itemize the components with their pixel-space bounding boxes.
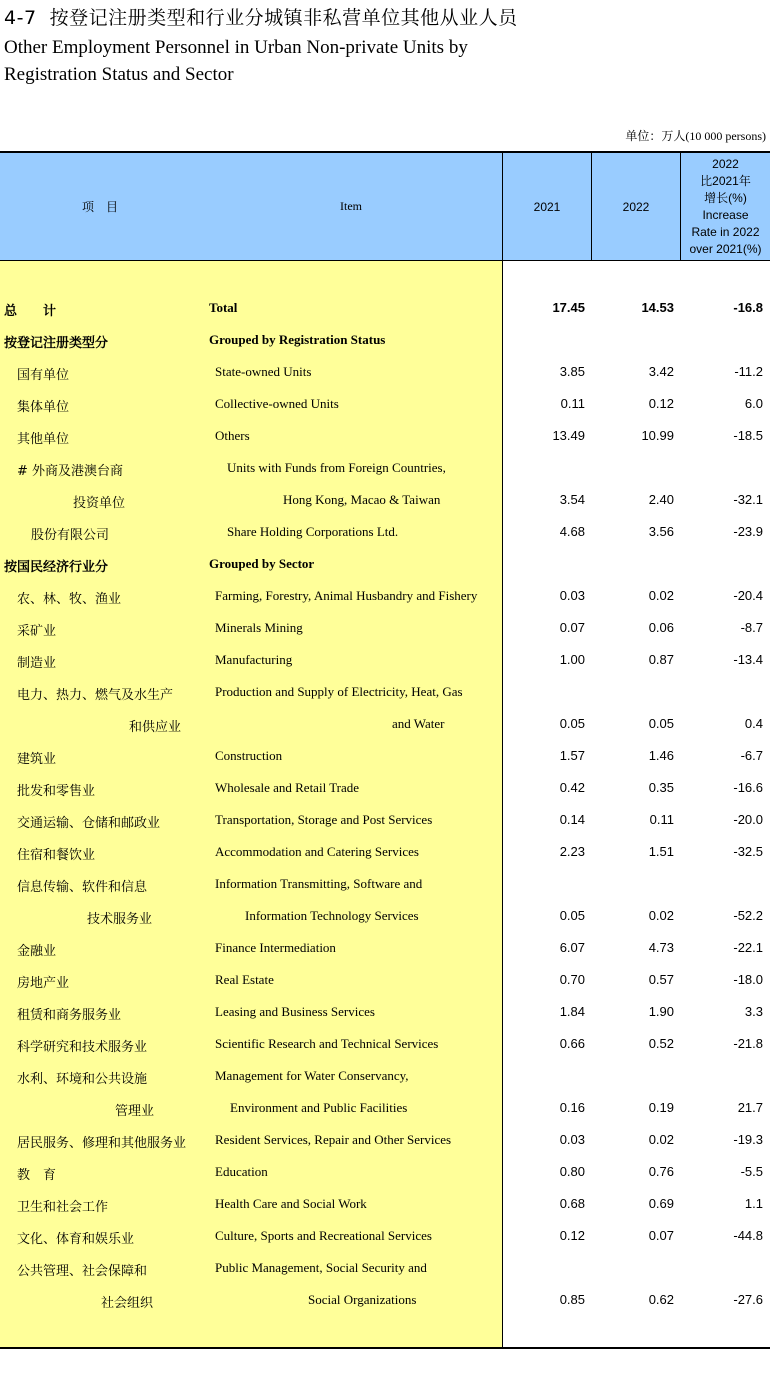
value-2022: 0.11	[649, 812, 674, 827]
row-label-zh: 居民服务、修理和其他服务业	[17, 1136, 187, 1151]
increase-rate: 21.7	[737, 1100, 763, 1115]
row-label-zh: 其他单位	[17, 432, 70, 447]
row-label-en: Minerals Mining	[215, 620, 303, 635]
table-row	[0, 1284, 770, 1316]
value-2022: 1.46	[648, 748, 674, 763]
increase-rate: -5.5	[740, 1164, 763, 1179]
header-increase-rate	[681, 153, 770, 260]
increase-rate: 3.3	[744, 1004, 763, 1019]
value-2022: 0.57	[648, 972, 674, 987]
table-row	[0, 868, 770, 900]
row-label-zh: 农、林、牧、渔业	[17, 592, 122, 607]
increase-rate: -16.8	[733, 300, 763, 315]
row-label-en: and Water	[392, 716, 445, 731]
table-row	[0, 708, 770, 740]
row-label-en: Farming, Forestry, Animal Husbandry and Fishery	[215, 588, 478, 603]
value-2022: 0.62	[648, 1292, 674, 1307]
row-label-en: Construction	[215, 748, 283, 763]
table-row	[0, 356, 770, 388]
value-2021: 0.03	[559, 1132, 585, 1147]
row-label-en: Share Holding Corporations Ltd.	[227, 524, 399, 539]
row-label-en: Hong Kong, Macao & Taiwan	[283, 492, 441, 507]
value-2021: 0.07	[559, 620, 585, 635]
increase-rate: -16.6	[733, 780, 763, 795]
table-row	[0, 388, 770, 420]
row-label-zh: 科学研究和技术服务业	[17, 1040, 148, 1055]
table-code: 4-7	[4, 7, 37, 29]
row-label-zh: 按登记注册类型分	[4, 336, 109, 351]
row-label-zh: 公共管理、社会保障和	[17, 1264, 148, 1279]
row-label-zh: 股份有限公司	[31, 528, 110, 543]
table-row	[0, 740, 770, 772]
page-title-zh	[4, 6, 518, 30]
row-label-zh: 教 育	[17, 1168, 57, 1183]
row-label-zh: 按国民经济行业分	[4, 560, 109, 575]
row-label-zh: 电力、热力、燃气及水生产	[17, 688, 174, 703]
value-2021: 1.84	[559, 1004, 585, 1019]
row-label-zh: 住宿和餐饮业	[17, 848, 96, 863]
row-label-zh: 技术服务业	[87, 912, 153, 927]
row-label-en: Education	[215, 1164, 268, 1179]
table-row	[0, 964, 770, 996]
row-label-zh: 建筑业	[17, 752, 57, 767]
unit-en: (10 000 persons)	[685, 129, 766, 143]
row-label-zh: 和供应业	[129, 720, 182, 735]
table-row	[0, 644, 770, 676]
value-2022: 0.02	[648, 908, 674, 923]
table-row	[0, 932, 770, 964]
table-row	[0, 1220, 770, 1252]
increase-rate: -32.1	[733, 492, 763, 507]
row-label-en: Scientific Research and Technical Services	[215, 1036, 439, 1051]
row-label-zh: 批发和零售业	[17, 784, 96, 799]
value-2021: 3.54	[559, 492, 585, 507]
value-2021: 0.85	[559, 1292, 585, 1307]
row-label-en: Others	[215, 428, 250, 443]
row-label-zh: 卫生和社会工作	[17, 1200, 109, 1215]
value-2022: 0.02	[648, 588, 674, 603]
row-label-zh: 投资单位	[73, 496, 126, 511]
header-rate-line: 比2021年	[700, 173, 751, 188]
header-rate-line: 2022	[712, 156, 739, 171]
table-row	[0, 1124, 770, 1156]
row-label-zh: 社会组织	[101, 1296, 154, 1311]
table-row	[0, 484, 770, 516]
value-2022: 1.90	[648, 1004, 674, 1019]
row-label-en: Social Organizations	[308, 1292, 417, 1307]
row-label-zh: 采矿业	[17, 624, 57, 639]
table-row	[0, 548, 770, 580]
value-2021: 1.57	[559, 748, 585, 763]
row-label-en: Health Care and Social Work	[215, 1196, 367, 1211]
row-label-en: Accommodation and Catering Services	[215, 844, 419, 859]
increase-rate: -6.7	[740, 748, 763, 763]
table-row	[0, 612, 770, 644]
increase-rate: -44.8	[733, 1228, 763, 1243]
table-row	[0, 804, 770, 836]
row-label-en: Total	[209, 300, 238, 315]
header-item-en: Item	[340, 199, 362, 213]
header-year-2021: 2021	[533, 199, 561, 214]
increase-rate: -18.0	[733, 972, 763, 987]
value-2021: 0.05	[559, 908, 585, 923]
table-row	[0, 420, 770, 452]
value-2021: 4.68	[559, 524, 585, 539]
value-2021: 17.45	[552, 300, 585, 315]
value-2022: 0.52	[648, 1036, 674, 1051]
increase-rate: -27.6	[733, 1292, 763, 1307]
value-2021: 0.16	[559, 1100, 585, 1115]
value-2022: 3.42	[648, 364, 674, 379]
header-rate-line: over 2021(%)	[689, 241, 762, 256]
value-2021: 0.11	[560, 396, 585, 411]
table-row	[0, 1060, 770, 1092]
value-2021: 0.68	[559, 1196, 585, 1211]
value-2021: 13.49	[552, 428, 585, 443]
table-row	[0, 900, 770, 932]
value-2021: 0.14	[559, 812, 585, 827]
table-row	[0, 836, 770, 868]
row-label-en: Resident Services, Repair and Other Services	[215, 1132, 452, 1147]
row-label-en: State-owned Units	[215, 364, 312, 379]
value-2021: 0.80	[559, 1164, 585, 1179]
row-label-zh: 集体单位	[17, 400, 70, 415]
header-item-zh: 项 目	[81, 200, 118, 214]
increase-rate: -52.2	[733, 908, 763, 923]
value-2021: 3.85	[559, 364, 585, 379]
row-label-zh: 信息传输、软件和信息	[17, 880, 148, 895]
unit-label	[625, 127, 766, 144]
header-year-2022: 2022	[622, 199, 650, 214]
header-rate-line: Rate in 2022	[691, 224, 760, 239]
increase-rate: 0.4	[744, 716, 763, 731]
value-2022: 0.07	[648, 1228, 674, 1243]
table-row	[0, 516, 770, 548]
value-2021: 6.07	[559, 940, 585, 955]
row-label-en: Information Technology Services	[245, 908, 419, 923]
row-label-zh: 水利、环境和公共设施	[17, 1072, 148, 1087]
table-row	[0, 772, 770, 804]
unit-zh: 单位：万人	[625, 129, 686, 143]
value-2022: 2.40	[648, 492, 674, 507]
increase-rate: -13.4	[733, 652, 763, 667]
row-label-en: Collective-owned Units	[215, 396, 339, 411]
row-label-en: Culture, Sports and Recreational Services	[215, 1228, 432, 1243]
increase-rate: -21.8	[733, 1036, 763, 1051]
increase-rate: -18.5	[733, 428, 763, 443]
row-label-zh: 总 计	[4, 304, 57, 319]
row-label-zh: 房地产业	[17, 976, 70, 991]
row-label-en: Manufacturing	[215, 652, 293, 667]
value-2022: 0.69	[648, 1196, 674, 1211]
increase-rate: -19.3	[733, 1132, 763, 1147]
row-label-zh: # 外商及港澳台商	[17, 464, 124, 479]
value-2021: 0.05	[559, 716, 585, 731]
value-2022: 0.35	[648, 780, 674, 795]
table-row	[0, 1028, 770, 1060]
table-row	[0, 676, 770, 708]
value-2022: 4.73	[648, 940, 674, 955]
row-label-en: Production and Supply of Electricity, Heat, Gas	[215, 684, 463, 699]
table-row	[0, 1252, 770, 1284]
row-label-en: Environment and Public Facilities	[230, 1100, 408, 1115]
table-row	[0, 324, 770, 356]
increase-rate: -32.5	[733, 844, 763, 859]
value-2022: 0.19	[648, 1100, 674, 1115]
table-row	[0, 580, 770, 612]
row-label-en: Finance Intermediation	[215, 940, 336, 955]
table-row	[0, 996, 770, 1028]
row-label-zh: 交通运输、仓储和邮政业	[17, 816, 161, 831]
row-label-zh: 管理业	[115, 1104, 155, 1119]
increase-rate: -23.9	[733, 524, 763, 539]
row-label-en: Management for Water Conservancy,	[215, 1068, 409, 1083]
title-chinese: 按登记注册类型和行业分城镇非私营单位其他从业人员	[49, 7, 518, 29]
increase-rate: -22.1	[733, 940, 763, 955]
value-2022: 3.56	[648, 524, 674, 539]
table-row	[0, 452, 770, 484]
row-label-zh: 制造业	[17, 656, 57, 671]
table-body	[0, 292, 770, 1316]
row-label-en: Grouped by Registration Status	[209, 332, 386, 347]
value-2022: 0.76	[648, 1164, 674, 1179]
row-label-en: Information Transmitting, Software and	[215, 876, 423, 891]
value-2022: 0.87	[648, 652, 674, 667]
increase-rate: -20.0	[733, 812, 763, 827]
increase-rate: -20.4	[733, 588, 763, 603]
header-rate-line: Increase	[702, 207, 749, 222]
table-bottom-rule	[0, 1347, 770, 1349]
row-label-zh: 租赁和商务服务业	[17, 1008, 122, 1023]
row-label-en: Leasing and Business Services	[215, 1004, 375, 1019]
row-label-zh: 国有单位	[17, 368, 70, 383]
value-2022: 1.51	[648, 844, 674, 859]
increase-rate: -11.2	[734, 364, 763, 379]
value-2022: 14.53	[641, 300, 674, 315]
table-row	[0, 1188, 770, 1220]
value-2022: 0.12	[648, 396, 674, 411]
value-2021: 0.12	[559, 1228, 585, 1243]
value-2021: 0.66	[559, 1036, 585, 1051]
row-label-en: Units with Funds from Foreign Countries,	[227, 460, 446, 475]
value-2021: 1.00	[559, 652, 585, 667]
table-row	[0, 292, 770, 324]
value-2021: 0.70	[559, 972, 585, 987]
increase-rate: -8.7	[740, 620, 763, 635]
table-row	[0, 1092, 770, 1124]
row-label-en: Real Estate	[215, 972, 274, 987]
row-label-zh: 金融业	[17, 944, 57, 959]
value-2022: 0.02	[648, 1132, 674, 1147]
row-label-en: Wholesale and Retail Trade	[215, 780, 360, 795]
row-label-en: Grouped by Sector	[209, 556, 315, 571]
row-label-en: Public Management, Social Security and	[215, 1260, 427, 1275]
value-2022: 10.99	[641, 428, 674, 443]
value-2022: 0.06	[648, 620, 674, 635]
table-row	[0, 1156, 770, 1188]
increase-rate: 1.1	[744, 1196, 763, 1211]
value-2021: 0.42	[559, 780, 585, 795]
value-2022: 0.05	[648, 716, 674, 731]
row-label-en: Transportation, Storage and Post Services	[215, 812, 433, 827]
header-rate-line: 增长(%)	[704, 190, 747, 205]
row-label-zh: 文化、体育和娱乐业	[17, 1232, 135, 1247]
increase-rate: 6.0	[744, 396, 763, 411]
value-2021: 2.23	[559, 844, 585, 859]
page-title-en: Other Employment Personnel in Urban Non-private Units by Registration Status and Sector	[4, 37, 468, 85]
value-2021: 0.03	[559, 588, 585, 603]
